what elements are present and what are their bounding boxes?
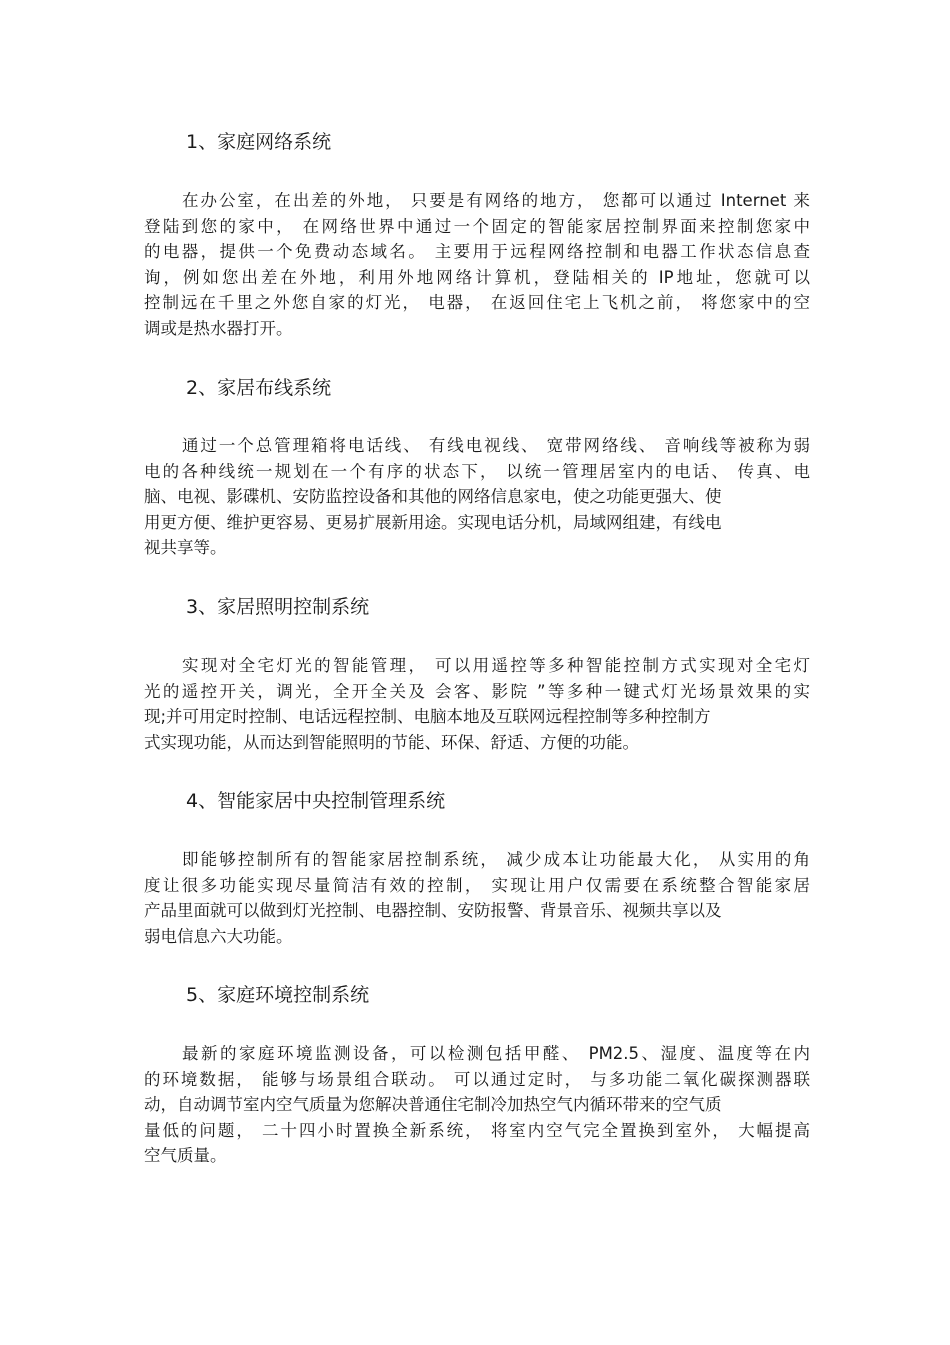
- paragraph-line: 动，自动调节室内空气质量为您解决普通住宅制冷加热空气内循环带来的空气质: [144, 1095, 722, 1114]
- paragraph-line: 用更方便、维护更容易、更易扩展新用途。实现电话分机，局域网组建，有线电: [144, 512, 722, 532]
- section-heading-home-wiring: 2、家居布线系统: [186, 377, 332, 399]
- section-heading-environment-control: 5、家庭环境控制系统: [186, 984, 370, 1006]
- paragraph-line: 通过一个总管理箱将电话线、 有线电视线、 宽带网络线、 音响线等被称为弱: [182, 436, 810, 455]
- paragraph-line: 式实现功能，从而达到智能照明的节能、环保、舒适、方便的功能。: [144, 732, 639, 752]
- paragraph-line: 脑、电视、影碟机、安防监控设备和其他的网络信息家电，使之功能更强大、使: [144, 487, 722, 506]
- paragraph-line: 的环境数据， 能够与场景组合联动。 可以通过定时， 与多功能二氧化碳探测器联: [144, 1069, 810, 1089]
- paragraph-line: 在办公室，在出差的外地， 只要是有网络的地方， 您都可以通过 Internet 来: [182, 191, 810, 210]
- paragraph-line: 询，例如您出差在外地，利用外地网络计算机，登陆相关的 IP地址，您就可以: [144, 267, 810, 287]
- paragraph-line: 实现对全宅灯光的智能管理， 可以用遥控等多种智能控制方式实现对全宅灯: [182, 656, 810, 675]
- paragraph-line: 光的遥控开关，调光，全开全关及 会客、影院 ”等多种一键式灯光场景效果的实: [144, 681, 810, 701]
- paragraph-environment-control: [144, 1041, 810, 1169]
- paragraph-line: 产品里面就可以做到灯光控制、电器控制、安防报警、背景音乐、视频共享以及: [144, 901, 722, 920]
- paragraph-line: 弱电信息六大功能。: [144, 926, 293, 946]
- paragraph-line: 空气质量。: [144, 1146, 227, 1165]
- paragraph-line: 度让很多功能实现尽量简洁有效的控制， 实现让用户仅需要在系统整合智能家居: [144, 875, 810, 895]
- paragraph-line: 电的各种线统一规划在一个有序的状态下， 以统一管理居室内的电话、 传真、电: [144, 461, 810, 481]
- paragraph-line: 量低的问题， 二十四小时置换全新系统， 将室内空气完全置换到室外， 大幅提高: [144, 1120, 810, 1140]
- paragraph-line: 登陆到您的家中， 在网络世界中通过一个固定的智能家居控制界面来控制您家中: [144, 216, 810, 236]
- section-heading-central-control: 4、智能家居中央控制管理系统: [186, 790, 446, 812]
- paragraph-line: 即能够控制所有的智能家居控制系统， 减少成本让功能最大化， 从实用的角: [182, 850, 810, 869]
- paragraph-line: 控制远在千里之外您自家的灯光， 电器， 在返回住宅上飞机之前， 将您家中的空: [144, 293, 810, 312]
- paragraph-line: 现;并可用定时控制、电话远程控制、电脑本地及互联网远程控制等多种控制方: [144, 707, 711, 726]
- paragraph-line: 调或是热水器打开。: [144, 318, 293, 338]
- paragraph-line: 视共享等。: [144, 538, 227, 557]
- paragraph-line: 最新的家庭环境监测设备，可以检测包括甲醛、 PM2.5、湿度、温度等在内: [182, 1044, 810, 1063]
- paragraph-home-wiring: [144, 433, 810, 561]
- paragraph-lighting-control: [144, 653, 810, 755]
- section-heading-lighting-control: 3、家居照明控制系统: [186, 596, 370, 618]
- section-heading-home-network: 1、家庭网络系统: [186, 131, 332, 153]
- paragraph-central-control: [144, 847, 810, 949]
- paragraph-line: 的电器，提供一个免费动态域名。 主要用于远程网络控制和电器工作状态信息查: [144, 242, 810, 261]
- paragraph-home-network: [144, 188, 810, 341]
